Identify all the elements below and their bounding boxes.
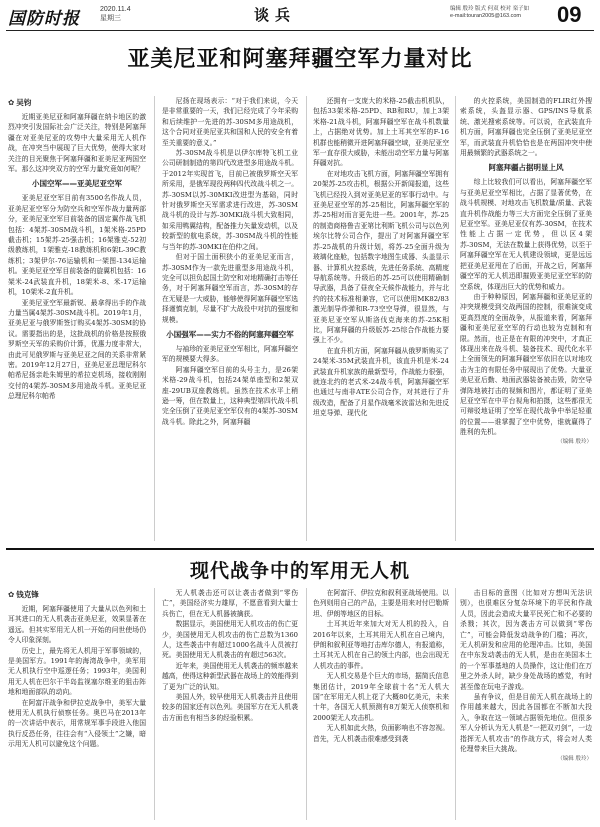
email-line: e-mail:touran2005@163.com — [450, 13, 522, 19]
article2-paragraph: 历史上，最先将无人机用于军事领域的，是美国军方。1991年的海湾战争中，美军用无人机执行空中巡逻任务；1993年，美国利用无人机在巴尔干半岛监视塞尔维亚的狙击阵地和地面部队的动向。 — [8, 646, 146, 697]
article1-paragraph: 尼扬在现场表示：“对于我们来说，今天是非常重要的一天，我们已经完成了今年采购和后续维护一先进的苏-30SM多用途战机，这个合同对亚美尼亚共和国和人民的安全有着至关重要的意义。” — [162, 97, 298, 147]
issue-date — [100, 5, 131, 23]
article2-paragraph: 无人机如此火热，负面影响也不容忽视。首先，无人机袭击很难感受到袭 — [313, 724, 449, 743]
article2-paragraph: 美国人外，较早使用无人机袭击并且使用较多的国家还有以色列。美国军方在无人机袭击方面也有相当多的经验积累。 — [162, 693, 298, 722]
article1-headline: 亚美尼亚和阿塞拜疆空军力量对比 — [127, 47, 473, 72]
column-divider — [455, 96, 456, 541]
article1-paragraph: 在直升机方面，阿塞拜疆从俄罗斯购买了24架米-35M武装直升机，该直升机是米-24武装直升机家族的最新型号，作战能力很强，就连北约的老式米-24战斗机，阿塞拜疆空军也通过与南非ATE公司合作，对其进行了升级改造，配备了月星作战毫米波雷达和先进反坦克导弹、现代化 — [313, 346, 449, 418]
article2-column-1 — [8, 588, 146, 820]
article1-subhead: 阿塞拜疆占据明显上风 — [488, 163, 564, 173]
article2-paragraph: 在阿富汗、伊拉克和叙利亚战场使用。以色列则用自己的产品，主要是用来对付巴勒斯坦、伊朗等地区的目标。 — [313, 589, 449, 618]
diamond-icon: ✿ — [8, 98, 15, 107]
article2-column-3 — [313, 588, 449, 820]
article1-paragraph: 亚美尼亚空军最新锐、最拿得出手的作战力量当属4架苏-30SM战斗机。2019年1月，亚美尼亚与俄罗斯签订购买4架苏-30SM的协议。需要指出的是，这批战机的价格是按照俄罗斯空天军的采购价计算，优惠力度非常大，由此可见俄罗斯与亚美尼亚之间的关系非常紧密。2019年12月27日，亚美尼亚总理尼科尔帕希尼扬亲赴朱姆里的希拉克机场，接收刚刚交付的4架苏-30SM多用途战斗机。亚美尼亚总理尼科尔帕希 — [8, 298, 146, 401]
editor-credits — [450, 6, 550, 20]
article1-column-3 — [313, 96, 449, 541]
column-divider — [306, 96, 307, 541]
article1-paragraph: 阿塞拜疆空军目前的头号主力，是26架米格-29战斗机，包括24架单座型和2架双座-29UB双座教练机。虽然在技术水平上稍逊一筹，但在数量上，这种典型第四代战斗机完全压倒了亚美尼亚空军仅有的4架苏-30SM战斗机。除此之外，阿塞拜疆 — [162, 365, 298, 426]
weekday-text: 星期三 — [100, 15, 121, 22]
column-divider — [455, 588, 456, 820]
article2-paragraph: 虽有争议，但是目前无人机在战场上的作用越来越大，因此各国都在不断加大投入，争取在这一领域占据领先地位。但很多军人分析认为无人机是“一把双刃剑”，一边指挥无人机攻击“的作战方式，将会对人类伦理带来巨大挑战。 — [460, 693, 592, 754]
article2-paragraph: 近期，阿塞拜疆使用了大量从以色列和土耳其进口的无人机袭击亚美尼亚，效果显著在遥远。但其实军用无人机一开始的问世使场仍令人印象深刻。 — [8, 605, 146, 645]
column-divider — [154, 96, 155, 541]
article2-paragraph: 数据显示，美国使用无人机攻击的伤亡更少，美国使用无人机攻击的伤亡总数为1360人，这些袭击中有超过1000名战斗人员被打死。美国使用无人机袭击的有超过563次。 — [162, 620, 298, 660]
article2-headline: 现代战争中的军用无人机 — [189, 560, 410, 582]
article1-paragraph: 综上比较我们可以看出，阿塞拜疆空军与亚美尼亚空军相比，占据了显著优势，在战斗机规模、对地攻击飞机数量/质量、武装直升机作战能力等三大方面完全压倒了亚美尼亚空军。亚美尼亚仅有苏-30SM，在技术性能上占据一定优势，但以区4架苏-30SM，无法在数量上获得优势，以至于阿塞拜疆空军在无人机建设领域，更是远远把亚美尼亚甩在了后面，开战之后，阿塞拜疆空军的无人机迅即摧毁亚美尼亚空军的防空系统，体现出巨大的优势和威力。 — [460, 178, 592, 291]
article1-column-1 — [8, 96, 146, 541]
article1-byline: ✿ 吴钧 — [8, 98, 32, 107]
article1-subhead: 小国强军——实力不俗的阿塞拜疆空军 — [166, 329, 294, 339]
article1-paragraph: 还拥有一支庞大的米格-25截击机机队，包括33架米格-25PD、RB和RU，加上3架米格-21战斗机，阿塞拜疆空军在战斗机数量上，占据绝对优势。加上土耳其空军的F-16机群也能稍微开进阿塞拜疆空域，亚美尼亚空军一直存很大威胁，未能出动空军力量与阿塞拜疆对抗。 — [313, 97, 449, 168]
article2-credit: （编辑 殷玲） — [557, 755, 592, 762]
article2-paragraph: 无人机袭击还可以让袭击者做到“零伤亡”，美国经济实力雄厚，不愿意看到大量士兵伤亡，但在无人机器被擒获。 — [162, 589, 298, 618]
article2-paragraph: 无人机交易是个巨大的市场，据简氏信息集团估计，2019年全球前十名“无人机大国”在军用无人机上花了大概80亿美元，未来十年，各国无人机预测有8万架无人侦察机和2000架无人攻击机。 — [313, 672, 449, 722]
article1-paragraph: 的火控系统，美国制造的FLIR红外搜索系统，头盔显示器、GPS/INS导航系统、激光搜索系统等。可以说，在武装直升机方面，阿塞拜疆也完全压倒了亚美尼亚空军，而武装直升机恰恰也是在两国冲突中使用最频繁的武器系统之一。 — [460, 97, 592, 158]
article1-paragraph: 由于种种原因，阿塞拜疆和亚美尼亚的冲突规模受到交战两国的控制，很难演变成更高烈度的全面战争，从报道来看，阿塞拜疆和亚美尼亚空军的行动也较为克制和有限。然而，也正是在有限的冲突中，才真正体现出来在战斗机、装备技术、现代化水平上全面领先的阿塞拜疆空军依旧在以对地攻击为主的有限任务中展现出了优势。大量亚美尼亚后勤、地面武器装备被击毁，防空导弹阵地被打击的视频和图片，都证明了亚美尼亚空军在中平台视角和拍摄，这些都很无可辩驳地证明了空军在现代战争中举足轻重的位置——谁掌握了空中优势，谁就赢得了胜利的先机。 — [460, 292, 592, 437]
article2-column-2 — [162, 588, 298, 820]
page-header — [0, 0, 600, 30]
section-title: 谈兵 — [254, 6, 297, 24]
diamond-icon: ✿ — [8, 590, 15, 599]
masthead-logo: 国防时报 — [8, 9, 80, 29]
article1-paragraph: 亚美尼亚空军目前有3500名作战人员，亚美尼亚空军分为防空兵和空军作战力量两部分，亚美尼亚空军目前装备的固定翼作战飞机包括：4架苏-30SM战斗机，1架米格-25PD截击机；15架苏-25强击机；16架雅克-52初级教练机，1架雅克-18教练机和6架L-39C教练机；3架伊尔-76运输机和一架图-134运输机。亚美尼亚空军目前装备的旋翼机包括：16架米-24武装直升机，18架米-8、米-17运输机，10架米-2直升机。 — [8, 194, 146, 297]
editors-line: 编辑 殷玲 版式 何双 校对 栾子如 — [450, 6, 530, 12]
article1-paragraph: 近期亚美尼亚和阿塞拜疆在纳卡地区的激烈冲突引发国际社会广泛关注，特别是阿塞拜疆在对亚美尼亚的攻势中大量采用无人机作战，在冲突当中展现了巨大优势，使得大家对关注的目光聚焦于阿塞拜疆和亚美尼亚两国空军。那么这冲突双方的空军力量究竟如何呢？ — [8, 113, 146, 174]
header-rule — [6, 30, 594, 31]
article1-paragraph: 但对于国土面积狭小的亚美尼亚而言，苏-30SM作为一款先进重型多用途战斗机，完全可以担负起国土防空和对地精确打击等任务，对于阿塞拜疆空军而言，苏-30SM的存在无疑是一大威胁，能够使得阿塞拜疆空军选择谨慎克制，尽量不扩大战役中对抗的强度和规模。 — [162, 253, 298, 324]
article1-column-4 — [460, 96, 592, 541]
article1-paragraph: 在对地攻击飞机方面，阿塞拜疆空军拥有20架苏-25攻击机，根据公开新闻报道，这些飞机已经投入到对亚美尼亚的军事行动中。与亚美尼亚空军的苏-25相比，阿塞拜疆空军的苏-25相对而言更先进一些。2001年，苏-25的制造商格鲁吉亚第比利斯飞机公司与以色列埃尔比特公司合作，提出了对阿塞拜疆空军苏-25战机的升级计划，将苏-25全面升级为玻璃化座舱，包括数字地图生成器、头盖显示器、计算机火控系统，先进任务系统、高精度导航系统等。升级后的苏-25可以使用精确制导武器，具备了昼夜全天候作战能力，并与北约的技术标准相兼容，它可以使用MK82/83激光制导炸弹和R-73空空导弹，很显然，与亚美尼亚空军从斯洛伐克海来的苏-25K相比，阿塞拜疆的升级版苏-25综合作战能力要强上不少。 — [313, 169, 449, 345]
date-text: 2020.11.4 — [100, 6, 131, 13]
article2-paragraph: 击目标的意图（比如对方想叫无法识别），也很难区分复杂环境下的平民和作战人员，因此会造成大量平民死亡和不必要的杀戮；其次，因为袭击方可以做到“零伤亡”，可能会降低发动战争的门槛；再次，无人机研发和应用的伦理冲击。比如，美国在中东发动袭击的无人机，是由在美国本土的一个军事基地的人员操作，这让他们在万里之外杀人时，缺少身处战场的感觉，有时甚至像在玩电子游戏。 — [460, 589, 592, 691]
article-separator — [6, 548, 594, 550]
column-divider — [306, 588, 307, 820]
article1-subhead: 小国空军——亚美尼亚空军 — [32, 179, 122, 189]
article2-paragraph: 近年来，美国使用无人机袭击的频率越来越高，使得这种新型武器在战场上的效能得到了更为广泛的认知。 — [162, 661, 298, 691]
page-number: 09 — [557, 2, 582, 27]
article2-paragraph: 在阿富汗战争和伊拉克战争中，美军大量使用无人机执行侦察任务。奥巴马在2013年的一次讲话中表示，用常规军事手段进入他国执行反恐任务，往往会有“入侵领土”之嫌，暗示用无人机可以避免这个问题。 — [8, 698, 146, 749]
article2-column-4 — [460, 588, 592, 820]
article2-paragraph: 土耳其近年来加大对无人机的投入，自2016年以来，土耳其用无人机在自己境内，伊朗和叙利亚等地打击库尔德人，有报道称，土耳其无人机在自己的领土内部，也会出现无人机攻击的事件。 — [313, 620, 449, 670]
column-divider — [154, 588, 155, 820]
article1-paragraph: 苏-30SM战斗机是以伊尔库特飞机工业公司研制制造的第四代改进型多用途战斗机。于2012年实现首飞，目前已被俄罗斯空天军所采用，是俄军现役两种四代改战斗机之一。苏-30SM以苏-30MKI改进型为基础，同时针对俄罗斯空天军需求进行改进，苏-30SM战斗机的设计与苏-30MKI战斗机大致相同，如采用鸭翼结构，配备推力矢量发动机，以及较新型的航电系统，苏-30SM战斗机的性能与当年的苏-30MKI在伯仲之间。 — [162, 149, 298, 251]
article1-column-2 — [162, 96, 298, 541]
article2-byline: ✿ 钱克锋 — [8, 590, 39, 599]
article1-credit: （编辑 殷玲） — [557, 438, 592, 445]
article1-paragraph: 与袖珍的亚美尼亚空军相比，阿塞拜疆空军的规模要大得多。 — [162, 344, 298, 364]
